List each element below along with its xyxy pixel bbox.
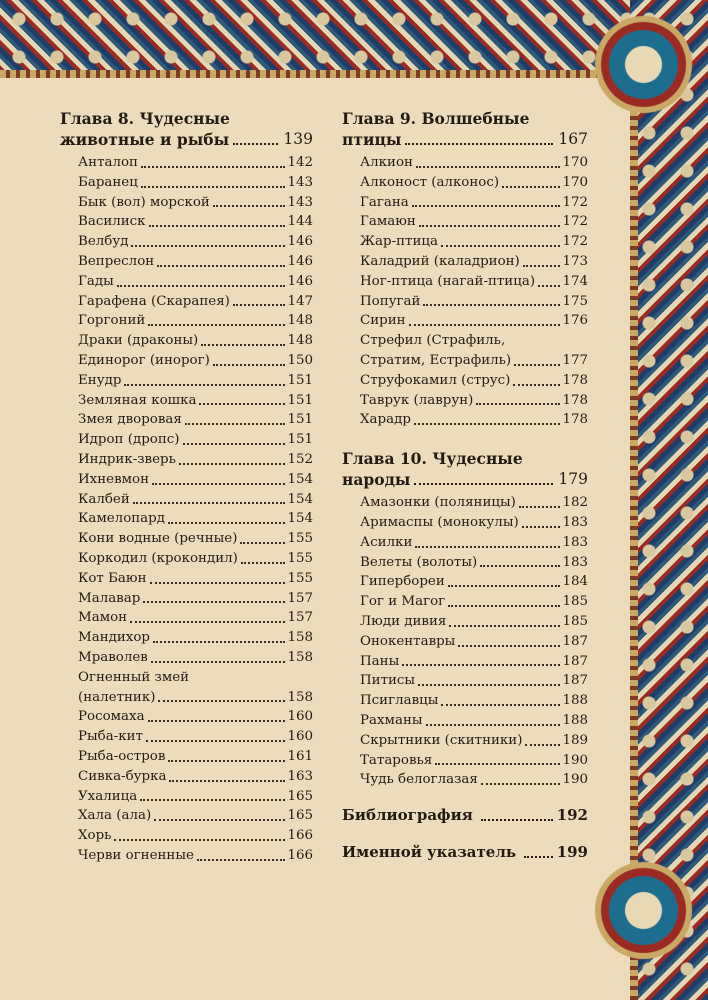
entry-label: Мраволев [78, 649, 148, 665]
toc-entry[interactable] [78, 747, 313, 767]
page-number: 154 [287, 491, 313, 507]
page-number: 183 [562, 514, 588, 530]
page-number: 146 [287, 273, 313, 289]
chapter-10-entries [342, 493, 588, 790]
toc-entry[interactable] [78, 410, 313, 430]
entry-label: Енудр [78, 372, 122, 388]
toc-entry[interactable] [78, 767, 313, 787]
page-number: 183 [562, 554, 588, 570]
entry-label: Горгоний [78, 313, 146, 329]
page-number: 152 [287, 451, 313, 467]
entry-label: Единорог (инорог) [78, 352, 210, 368]
page-number: 166 [287, 847, 313, 863]
entry-label: Росомаха [78, 709, 145, 725]
entry-label: Камелопард [78, 511, 165, 527]
toc-entry[interactable] [360, 652, 588, 672]
entry-label: Гамаюн [360, 214, 416, 230]
entry-label: Малавар [78, 590, 141, 606]
page-number: 190 [562, 752, 588, 768]
toc-entry[interactable] [78, 509, 313, 529]
toc-entry[interactable] [78, 193, 313, 213]
page-number: 179 [558, 470, 588, 489]
toc-entry[interactable] [78, 707, 313, 727]
toc-entry[interactable] [78, 371, 313, 391]
entry-label: Баранец [78, 174, 138, 190]
entry-label: Чудь белоглазая [360, 772, 478, 788]
toc-entry[interactable] [360, 731, 588, 751]
entry-label: Мандихор [78, 630, 150, 646]
page-number: 173 [562, 253, 588, 269]
entry-label: Вепреслон [78, 253, 155, 269]
page-number: 178 [562, 372, 588, 388]
toc-entry[interactable] [78, 727, 313, 747]
entry-label: Асилки [360, 534, 413, 550]
page-number: 165 [287, 788, 313, 804]
page-number: 158 [287, 649, 313, 665]
chapter-8-entries [60, 153, 313, 866]
page-number: 158 [287, 630, 313, 646]
toc-entry[interactable] [78, 608, 313, 628]
page-number: 172 [562, 234, 588, 250]
entry-label: Велбуд [78, 234, 129, 250]
entry-label: Ухалица [78, 788, 138, 804]
page-number: 146 [287, 253, 313, 269]
page-number: 167 [558, 130, 588, 148]
page-number: 150 [287, 352, 313, 368]
entry-label: Рыба-кит [78, 729, 143, 745]
toc-entry[interactable] [78, 232, 313, 252]
toc-entry[interactable] [360, 232, 588, 252]
entry-label: Коркодил (крокондил) [78, 550, 238, 566]
toc-entry[interactable] [78, 470, 313, 490]
entry-label-line1: Огненный змей [78, 669, 190, 685]
toc-entry[interactable] [360, 671, 588, 691]
toc-entry[interactable] [360, 632, 588, 652]
entry-label-line2: Стратим, Естрафиль) [360, 352, 512, 368]
page-number: 190 [562, 772, 588, 788]
page-number: 170 [562, 174, 588, 190]
toc-entry[interactable] [78, 648, 313, 668]
page-number: 144 [287, 214, 313, 230]
page-number: 147 [287, 293, 313, 309]
page-number: 142 [287, 155, 313, 170]
toc-entry[interactable] [78, 549, 313, 569]
toc-entry[interactable] [78, 569, 313, 589]
page-number: 154 [287, 471, 313, 487]
entry-label: Скрытники (скитники) [360, 732, 523, 748]
page-number: 165 [287, 808, 313, 824]
page-number: 160 [287, 709, 313, 725]
entry-label: Харадр [360, 412, 411, 428]
toc-entry[interactable] [78, 430, 313, 450]
entry-label: Кони водные (речные) [78, 531, 238, 547]
chapter-8-heading[interactable]: животные и рыбы 139 [60, 130, 313, 149]
toc-entry[interactable] [78, 806, 313, 826]
entry-label: Питисы [360, 673, 416, 689]
page-number: 154 [287, 511, 313, 527]
page-number: 151 [287, 412, 313, 428]
entry-label: Анталоп [78, 155, 138, 170]
chapter-8-title: Глава 8. Чудесные [60, 109, 230, 128]
toc-entry[interactable] [360, 292, 588, 312]
entry-label: Аримаспы (монокулы) [360, 514, 519, 530]
page-number: 143 [287, 174, 313, 190]
toc-entry[interactable] [78, 628, 313, 648]
toc-entry[interactable] [360, 770, 588, 790]
toc-entry[interactable] [360, 572, 588, 592]
toc-entry[interactable] [360, 592, 588, 612]
page-number: 155 [287, 570, 313, 586]
page-number: 148 [287, 313, 313, 329]
entry-label: Змея дворовая [78, 412, 182, 428]
toc-entry[interactable] [360, 410, 588, 430]
toc-entry[interactable] [78, 252, 313, 272]
entry-label-line2: (налетник) [78, 689, 156, 705]
toc-entry[interactable] [360, 173, 588, 193]
toc-entry[interactable] [78, 826, 313, 846]
entry-label: Люди дивия [360, 613, 447, 629]
page-number: 174 [562, 273, 588, 289]
chapter-10-title: Глава 10. Чудесные [342, 449, 523, 469]
entry-label: Ног-птица (нагай-птица) [360, 273, 536, 289]
entry-label: Гипербореи [360, 574, 445, 590]
toc-entry[interactable] [360, 391, 588, 411]
entry-label: Мамон [78, 610, 128, 626]
toc-entry[interactable] [78, 391, 313, 411]
page-number: 157 [287, 590, 313, 606]
entry-label: Гагана [360, 194, 409, 210]
page-number: 146 [287, 234, 313, 250]
toc-entry[interactable] [78, 529, 313, 549]
toc-entry[interactable] [78, 846, 313, 866]
entry-label: Ихневмон [78, 471, 150, 487]
bibliography-entry[interactable]: Библиография 192 [342, 806, 588, 825]
page-number: 139 [283, 130, 313, 148]
page-number: 155 [287, 531, 313, 547]
page-number: 143 [287, 194, 313, 210]
page-number: 185 [562, 613, 588, 629]
toc-entry[interactable] [360, 751, 588, 771]
entry-label: Идроп (дропс) [78, 432, 180, 448]
page-number: 160 [287, 729, 313, 745]
toc-entry[interactable] [360, 311, 588, 331]
index-entry[interactable]: Именной указатель 199 [342, 843, 588, 862]
chapter-9-title: Глава 9. Волшебные [342, 109, 530, 128]
toc-entry[interactable] [360, 533, 588, 553]
entry-label: Каладрий (каладрион) [360, 253, 520, 269]
entry-label: Псиглавцы [360, 693, 439, 709]
toc-entry[interactable] [360, 711, 588, 731]
entry-label: Таврук (лаврун) [360, 392, 474, 408]
page-number: 183 [562, 534, 588, 550]
toc-entry[interactable] [78, 311, 313, 331]
toc-entry[interactable] [360, 553, 588, 573]
entry-label: Гог и Магог [360, 594, 446, 610]
page-number: 151 [287, 432, 313, 448]
entry-label: Алкион [360, 155, 413, 170]
entry-label: Сирин [360, 313, 406, 329]
entry-label-line1: Стрефил (Страфиль, [360, 333, 506, 349]
entry-label: Черви огненные [78, 847, 194, 863]
entry-label: Драки (драконы) [78, 333, 199, 349]
page-number: 187 [562, 673, 588, 689]
page-number: 192 [556, 806, 588, 825]
toc-column-left [60, 108, 313, 866]
page-number: 188 [562, 712, 588, 728]
page-number: 178 [562, 412, 588, 428]
page-number: 170 [562, 155, 588, 170]
page-number: 177 [562, 352, 588, 368]
entry-label: Бык (вол) морской [78, 194, 210, 210]
page-number: 172 [562, 194, 588, 210]
entry-label: Кот Баюн [78, 570, 147, 586]
entry-label: Гарафена (Скарапея) [78, 293, 230, 309]
toc-entry[interactable] [78, 351, 313, 371]
page-number: 188 [562, 693, 588, 709]
page-number: 185 [562, 594, 588, 610]
page-number: 161 [287, 748, 313, 764]
toc-entry[interactable] [78, 490, 313, 510]
toc-entry[interactable] [360, 612, 588, 632]
toc-entry[interactable] [360, 691, 588, 711]
toc-entry[interactable] [78, 331, 313, 351]
page-number: 178 [562, 392, 588, 408]
toc-entry-multiline[interactable] [360, 331, 588, 371]
page-number: 189 [562, 732, 588, 748]
entry-label: Струфокамил (струс) [360, 372, 511, 388]
toc-entry[interactable] [360, 153, 588, 173]
page-number: 163 [287, 768, 313, 784]
toc-entry[interactable] [78, 787, 313, 807]
entry-label: Василиск [78, 214, 146, 230]
toc-entry[interactable] [78, 292, 313, 312]
toc-entry[interactable] [78, 173, 313, 193]
toc-entry[interactable] [78, 212, 313, 232]
rosette-ornament-bottom [591, 858, 696, 963]
page-number: 175 [562, 293, 588, 309]
chapter-10-heading[interactable]: народы 179 [342, 470, 588, 490]
page-number: 172 [562, 214, 588, 230]
page-number: 155 [287, 550, 313, 566]
toc-entry[interactable] [78, 450, 313, 470]
entry-label: Калбей [78, 491, 130, 507]
entry-label: Рахманы [360, 712, 423, 728]
toc-entry[interactable] [360, 212, 588, 232]
entry-label: Татаровья [360, 752, 433, 768]
ornamental-border-right [630, 0, 708, 1000]
entry-label: Попугай [360, 293, 421, 309]
page-number: 157 [287, 610, 313, 626]
page-number: 184 [562, 574, 588, 590]
toc-entry[interactable] [360, 513, 588, 533]
entry-label: Паны [360, 653, 400, 669]
page-number: 158 [287, 689, 313, 705]
entry-label: Рыба-остров [78, 748, 166, 764]
entry-label: Сивка-бурка [78, 768, 167, 784]
entry-label: Гады [78, 273, 114, 289]
page-number: 151 [287, 372, 313, 388]
entry-label: Алконост (алконос) [360, 174, 500, 190]
page-number: 199 [556, 843, 588, 862]
page-number: 187 [562, 633, 588, 649]
toc-column-right [342, 108, 588, 863]
toc-entry-multiline[interactable] [78, 668, 313, 708]
rosette-ornament-top [591, 12, 696, 117]
page-number: 176 [562, 313, 588, 329]
chapter-9-entries [342, 153, 588, 430]
page-number: 151 [287, 392, 313, 408]
toc-entry[interactable] [360, 252, 588, 272]
entry-label: Хала (ала) [78, 808, 152, 824]
entry-label: Онокентавры [360, 633, 456, 649]
chapter-9-heading[interactable]: птицы 167 [342, 130, 588, 149]
entry-label: Земляная кошка [78, 392, 197, 408]
toc-entry[interactable] [78, 589, 313, 609]
entry-label: Хорь [78, 828, 112, 844]
toc-entry[interactable] [360, 371, 588, 391]
toc-entry[interactable] [360, 493, 588, 513]
toc-entry[interactable] [360, 193, 588, 213]
toc-entry[interactable] [78, 272, 313, 292]
toc-entry[interactable] [78, 153, 313, 173]
entry-label: Амазонки (поляницы) [360, 495, 516, 511]
entry-label: Жар-птица [360, 234, 438, 250]
entry-label: Велеты (волоты) [360, 554, 478, 570]
page-number: 166 [287, 828, 313, 844]
page-number: 187 [562, 653, 588, 669]
page-number: 148 [287, 333, 313, 349]
toc-entry[interactable] [360, 272, 588, 292]
page-number: 182 [562, 495, 588, 511]
entry-label: Индрик-зверь [78, 451, 176, 467]
